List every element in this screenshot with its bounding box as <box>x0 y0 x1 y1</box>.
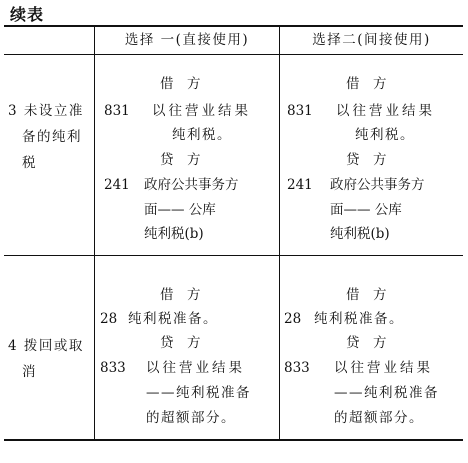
credit-heading: 贷 方 <box>160 152 201 168</box>
debit-heading: 借 方 <box>160 76 201 92</box>
account-code: 241 <box>104 177 130 193</box>
account-code: 241 <box>287 177 313 193</box>
label-column-divider <box>94 26 95 440</box>
account-code: 833 <box>100 360 126 376</box>
entry-text: ——纯利税准备 <box>334 385 439 401</box>
entry-text: 以往营业结果 <box>146 360 245 376</box>
debit-heading: 借 方 <box>160 287 201 303</box>
row-label: 备的纯利 <box>22 129 82 145</box>
account-code: 28 <box>100 311 118 327</box>
debit-heading: 借 方 <box>346 76 387 92</box>
entry-text: 纯利税准备。 <box>128 311 218 327</box>
table-bottom-rule <box>4 439 463 441</box>
debit-heading: 借 方 <box>346 287 387 303</box>
row-label: 3 未设立准 <box>8 103 84 119</box>
account-code: 28 <box>284 311 302 327</box>
table-top-rule <box>4 25 463 27</box>
credit-heading: 贷 方 <box>160 335 201 351</box>
option-column-divider <box>279 26 280 440</box>
credit-heading: 贷 方 <box>346 152 387 168</box>
table-continued-title: 续表 <box>10 5 45 24</box>
entry-text: 以往营业结果 <box>152 103 251 119</box>
entry-text: 纯利税。 <box>355 127 415 143</box>
entry-text: 纯利税(b) <box>330 226 390 242</box>
entry-text: 政府公共事务方 <box>330 177 425 193</box>
entry-text: 纯利税(b) <box>144 226 204 242</box>
header-rule <box>4 54 463 55</box>
entry-text: 的超额部分。 <box>146 410 236 426</box>
row-label: 4 拨回或取 <box>8 338 84 354</box>
header-option-1: 选择 一(直接使用) <box>124 32 250 48</box>
entry-text: ——纯利税准备 <box>146 385 251 401</box>
row-label: 税 <box>22 155 36 171</box>
account-code: 833 <box>284 360 310 376</box>
entry-text: 以往营业结果 <box>336 103 435 119</box>
entry-text: 纯利税。 <box>172 127 232 143</box>
account-code: 831 <box>287 103 313 119</box>
entry-text: 的超额部分。 <box>334 410 424 426</box>
header-option-2: 选择二(间接使用) <box>312 32 431 48</box>
entry-text: 政府公共事务方 <box>144 177 239 193</box>
account-code: 831 <box>104 103 130 119</box>
entry-text: 面—— 公库 <box>144 202 216 218</box>
entry-text: 以往营业结果 <box>334 360 433 376</box>
entry-text: 面—— 公库 <box>330 202 402 218</box>
credit-heading: 贷 方 <box>346 335 387 351</box>
row-divider <box>4 255 463 256</box>
entry-text: 纯利税准备。 <box>314 311 404 327</box>
row-label: 消 <box>22 364 36 380</box>
